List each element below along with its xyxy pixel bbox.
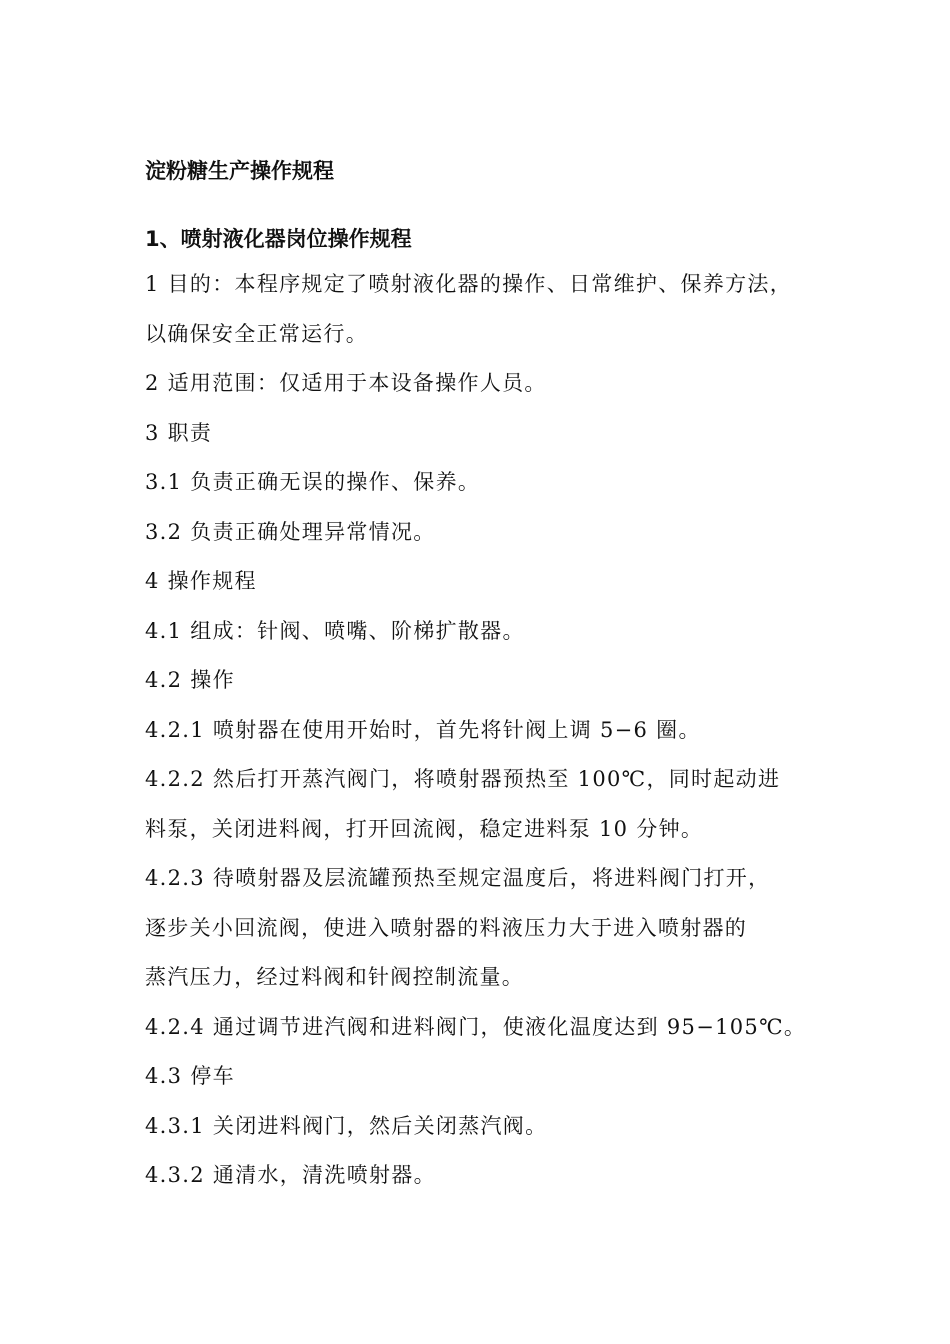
text-line: 4.3.1 关闭进料阀门，然后关闭蒸汽阀。 <box>145 1113 548 1138</box>
paragraph <box>145 1052 825 1102</box>
section-title: 1、喷射液化器岗位操作规程 <box>145 227 412 251</box>
paragraph-list <box>145 260 825 1201</box>
text-line: 4.2.3 待喷射器及层流罐预热至规定温度后，将进料阀门打开， <box>145 866 771 890</box>
paragraph <box>145 607 825 657</box>
text-line: 逐步关小回流阀，使进入喷射器的料液压力大于进入喷射器的 <box>145 915 748 940</box>
text-line: 3.1 负责正确无误的操作、保养。 <box>145 470 481 494</box>
paragraph <box>145 854 825 1003</box>
text-line: 3.2 负责正确处理异常情况。 <box>145 519 436 544</box>
text-line: 料泵，关闭进料阀，打开回流阀，稳定进料泵 10 分钟。 <box>145 816 704 841</box>
text-line: 4 操作规程 <box>145 569 257 593</box>
text-line: 3 职责 <box>145 420 213 445</box>
text-line: 1 目的：本程序规定了喷射液化器的操作、日常维护、保养方法， <box>145 272 793 296</box>
paragraph <box>145 706 825 756</box>
text-line: 4.2.4 通过调节进汽阀和进料阀门，使液化温度达到 95−105℃。 <box>145 1014 807 1039</box>
document-body <box>145 150 825 1201</box>
paragraph <box>145 359 825 409</box>
text-line: 2 适用范围：仅适用于本设备操作人员。 <box>145 371 547 395</box>
paragraph <box>145 656 825 706</box>
paragraph <box>145 1003 825 1053</box>
text-line: 4.3.2 通清水，清洗喷射器。 <box>145 1163 436 1187</box>
paragraph <box>145 1102 825 1152</box>
paragraph <box>145 508 825 558</box>
text-line: 蒸汽压力，经过料阀和针阀控制流量。 <box>145 965 525 989</box>
paragraph <box>145 260 825 359</box>
text-line: 4.2.2 然后打开蒸汽阀门，将喷射器预热至 100℃，同时起动进 <box>145 767 781 791</box>
document-title: 淀粉糖生产操作规程 <box>145 159 334 183</box>
text-line: 以确保安全正常运行。 <box>145 321 368 346</box>
text-line: 4.1 组成：针阀、喷嘴、阶梯扩散器。 <box>145 618 525 643</box>
paragraph <box>145 755 825 854</box>
paragraph <box>145 1151 825 1201</box>
text-line: 4.2 操作 <box>145 668 235 692</box>
paragraph <box>145 557 825 607</box>
text-line: 4.2.1 喷射器在使用开始时，首先将针阀上调 5−6 圈。 <box>145 717 701 742</box>
paragraph <box>145 458 825 508</box>
paragraph <box>145 409 825 459</box>
text-line: 4.3 停车 <box>145 1064 235 1088</box>
